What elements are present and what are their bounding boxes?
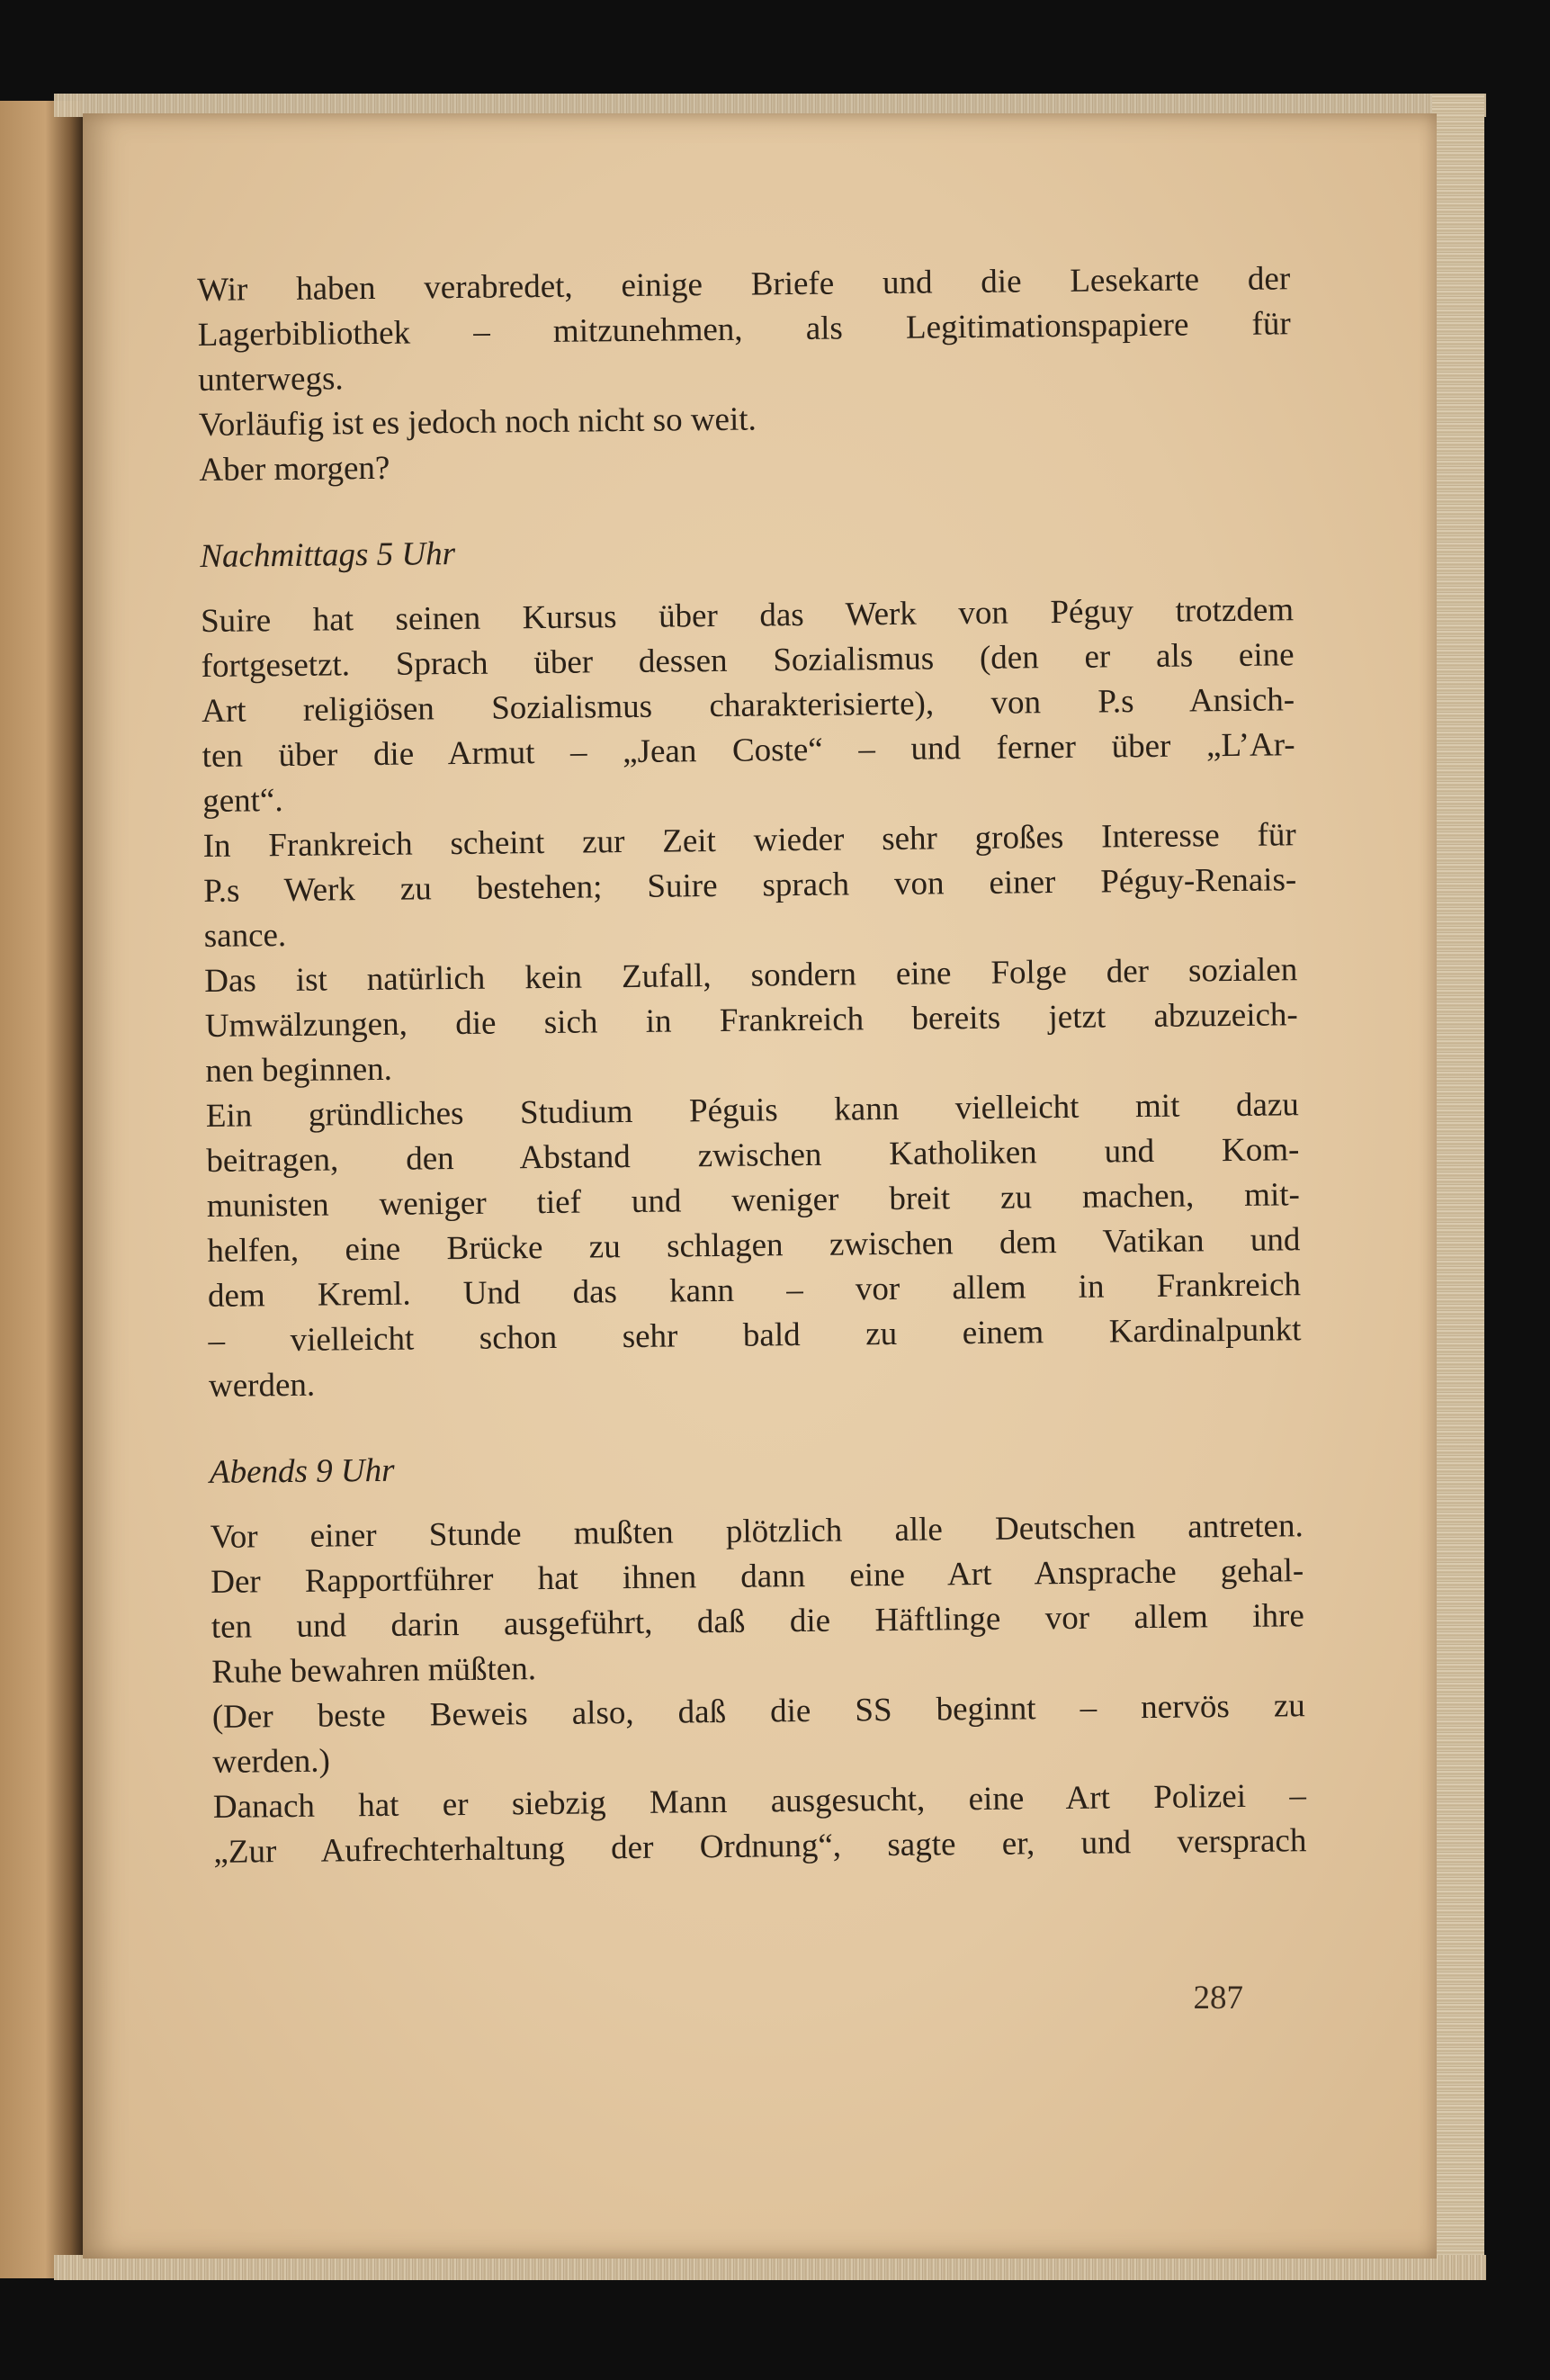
text-line: Das ist natürlich kein Zufall, sondern eine Folge der sozialen	[204, 951, 1298, 1000]
text-line: Suire hat seinen Kursus über das Werk von Péguy trotzdem	[200, 591, 1295, 640]
text-line: Umwälzungen, die sich in Frankreich bereits jetzt abzuzeich-	[204, 996, 1298, 1045]
text-line: werden.	[208, 1366, 316, 1405]
text-line: dem Kreml. Und das kann – vor allem in Frankreich	[207, 1266, 1302, 1315]
text-line: Lagerbibliothek – mitzunehmen, als Legitimationspapiere für	[197, 305, 1291, 354]
section-heading-evening: Abends 9 Uhr	[209, 1451, 395, 1491]
text-line: In Frankreich scheint zur Zeit wieder sehr großes Interesse für	[202, 816, 1296, 865]
section-body-afternoon	[201, 588, 1302, 1409]
section-body-evening	[211, 1504, 1307, 1875]
text-line: sance.	[203, 917, 287, 955]
text-line: ten und darin ausgeführt, daß die Häftlinge vor allem ihre	[211, 1597, 1304, 1646]
text-line: – vielleicht schon sehr bald zu einem Kardinalpunkt	[208, 1311, 1302, 1360]
binding-cloth-bottom	[54, 2255, 1486, 2280]
text-line: werden.)	[212, 1742, 331, 1781]
text-line: Wir haben verabredet, einige Briefe und die Lesekarte der	[197, 260, 1291, 309]
section-heading-afternoon: Nachmittags 5 Uhr	[200, 535, 456, 575]
page-number: 287	[1193, 1980, 1243, 2016]
text-line: Ein gründliches Studium Péguis kann vielleicht mit dazu	[205, 1086, 1300, 1135]
text-line: munisten weniger tief und weniger breit zu machen, mit-	[206, 1176, 1301, 1225]
text-line: fortgesetzt. Sprach über dessen Sozialismus (den er als eine	[201, 636, 1295, 685]
text-line: ten über die Armut – „Jean Coste“ – und ferner über „L’Ar-	[202, 726, 1295, 775]
text-line: Ruhe bewahren müßten.	[211, 1650, 537, 1691]
left-page-edge	[0, 101, 83, 2278]
text-line: helfen, eine Brücke zu schlagen zwischen dem Vatikan und	[207, 1221, 1301, 1270]
book-page	[83, 113, 1437, 2259]
text-line: (Der beste Beweis also, daß die SS beginnt – nervös zu	[211, 1687, 1306, 1736]
binding-cloth-right	[1432, 94, 1484, 2280]
text-line: Vorläufig ist es jedoch noch nicht so weit.	[198, 400, 757, 444]
text-line: Der Rapportführer hat ihnen dann eine Art Ansprache gehal-	[211, 1552, 1304, 1601]
text-line: nen beginnen.	[205, 1050, 393, 1090]
page-text	[197, 256, 1307, 1875]
text-line: Art religiösen Sozialismus charakterisierte), von P.s Ansich-	[201, 681, 1295, 730]
text-line: Danach hat er siebzig Mann ausgesucht, eine Art Polizei –	[212, 1777, 1307, 1826]
text-line: P.s Werk zu bestehen; Suire sprach von einer Péguy-Renais-	[203, 861, 1297, 910]
text-line: beitragen, den Abstand zwischen Katholiken und Kom-	[206, 1131, 1300, 1180]
text-line: Vor einer Stunde mußten plötzlich alle Deutschen antreten.	[210, 1507, 1304, 1556]
text-line: Aber morgen?	[199, 449, 390, 489]
text-line: unterwegs.	[198, 360, 344, 399]
text-line: „Zur Aufrechterhaltung der Ordnung“, sagte er, und versprach	[213, 1822, 1307, 1871]
text-line: gent“.	[202, 782, 283, 820]
